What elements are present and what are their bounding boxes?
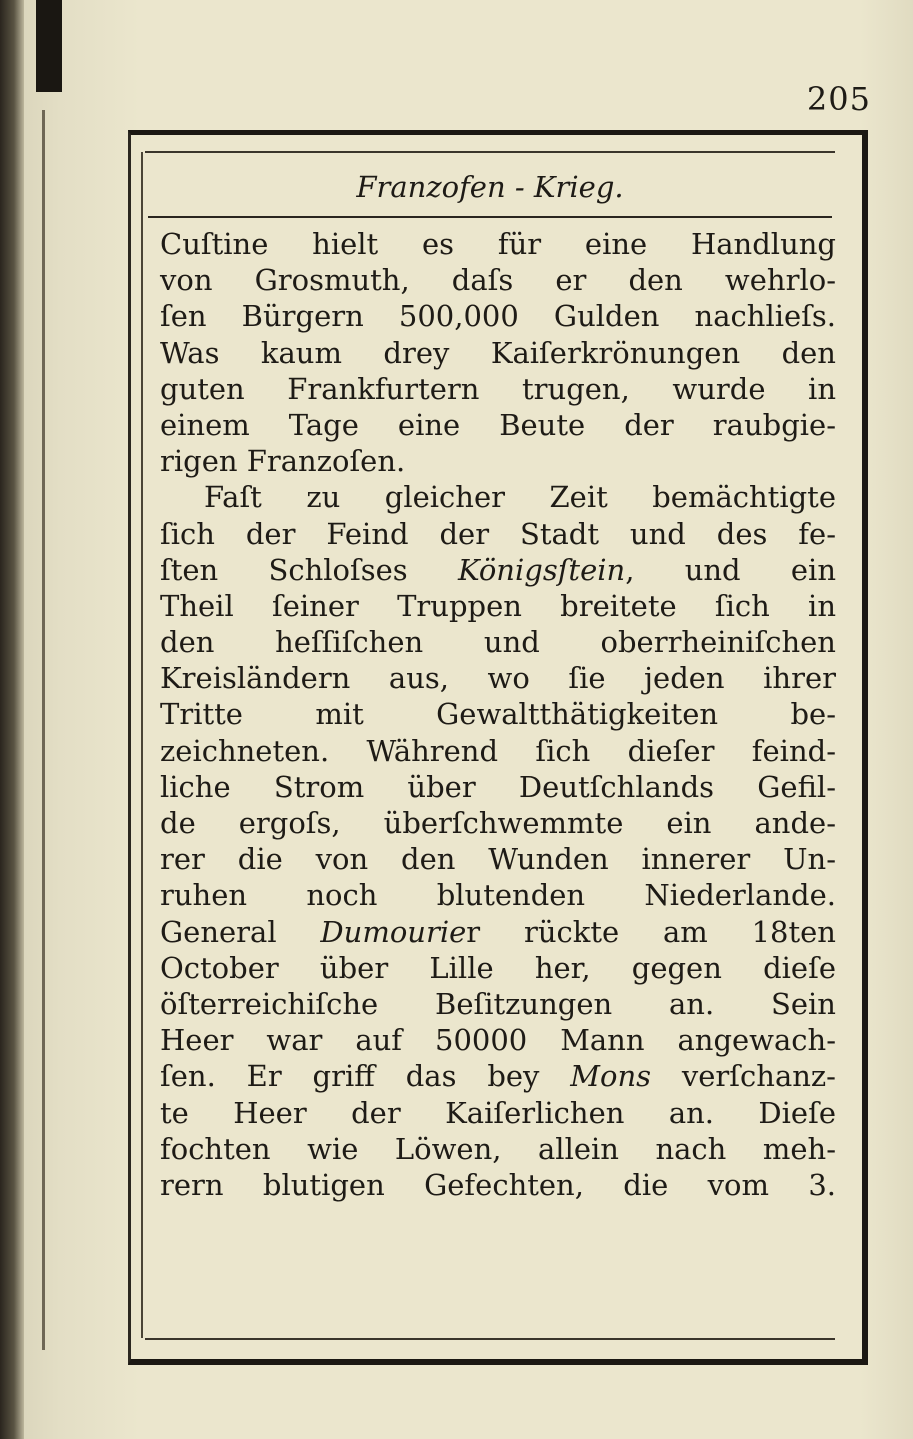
place-name-italic: Mons bbox=[570, 1059, 652, 1094]
text-line: rer die von den Wunden innerer Un- bbox=[160, 842, 836, 877]
text-line: einem Tage eine Beute der raubgie- bbox=[160, 407, 836, 442]
binding-mark bbox=[36, 0, 62, 92]
text-line: rigen Franzoſen. bbox=[160, 444, 406, 479]
place-name-italic: Königsſtein bbox=[457, 552, 626, 587]
text-line: ruhen noch blutenden Niederlande. bbox=[160, 878, 836, 913]
text-line: rern blutigen Gefechten, die vom 3. bbox=[160, 1167, 836, 1202]
text-line: den heſſiſchen und oberrheiniſchen bbox=[160, 625, 836, 660]
text-line: Theil ſeiner Truppen breitete ſich in bbox=[160, 588, 836, 623]
text-line: te Heer der Kaiſerlichen an. Dieſe bbox=[160, 1095, 836, 1130]
text-line: ſich der Feind der Stadt und des fe- bbox=[160, 516, 836, 551]
running-head: Franzofen - Krieg. bbox=[356, 170, 624, 204]
text-line: ſen. Er griff das bey Mons verſchanz- bbox=[160, 1059, 836, 1094]
text-line: von Grosmuth, daſs er den wehrlo- bbox=[160, 263, 836, 298]
inner-rule-bottom bbox=[145, 1338, 835, 1340]
text-line: Tritte mit Gewaltthätigkeiten be- bbox=[160, 697, 836, 732]
text-line: liche Strom über Deutſchlands Gefil- bbox=[160, 769, 836, 804]
inner-rule-top bbox=[145, 151, 835, 153]
text-line: ſen Bürgern 500,000 Gulden nachlieſs. bbox=[160, 299, 836, 334]
page-number: 205 bbox=[806, 80, 871, 118]
inner-rule-left bbox=[141, 152, 143, 1338]
person-name-italic: Dumourie bbox=[320, 914, 467, 949]
head-rule bbox=[148, 216, 832, 218]
binding-edge bbox=[0, 0, 24, 1439]
text-line: Kreisländern aus, wo ſie jeden ihrer bbox=[160, 661, 836, 696]
text-line: Faſt zu gleicher Zeit bemächtigte bbox=[204, 480, 836, 515]
text-line: de ergoſs, überſchwemmte ein ande- bbox=[160, 806, 836, 840]
text-line: Cuſtine hielt es für eine Handlung bbox=[160, 227, 836, 261]
text-line: Heer war auf 50000 Mann angewach- bbox=[160, 1023, 836, 1058]
text-line: guten Frankfurtern trugen, wurde in bbox=[160, 371, 836, 406]
text-line: October über Lille her, gegen dieſe bbox=[160, 950, 836, 985]
body-text bbox=[160, 226, 836, 1203]
binding-tick bbox=[42, 110, 45, 1350]
text-line: zeichneten. Während ſich dieſer feind- bbox=[160, 733, 836, 768]
text-line: ſten Schloſses Königsſtein, und ein bbox=[160, 552, 836, 587]
text-line: fochten wie Löwen, allein nach meh- bbox=[160, 1131, 836, 1166]
text-line: Was kaum drey Kaiſerkrönungen den bbox=[160, 335, 836, 370]
text-line: General Dumourier rückte am 18ten bbox=[160, 914, 836, 949]
text-line: öſterreichiſche Beſitzungen an. Sein bbox=[160, 986, 836, 1021]
